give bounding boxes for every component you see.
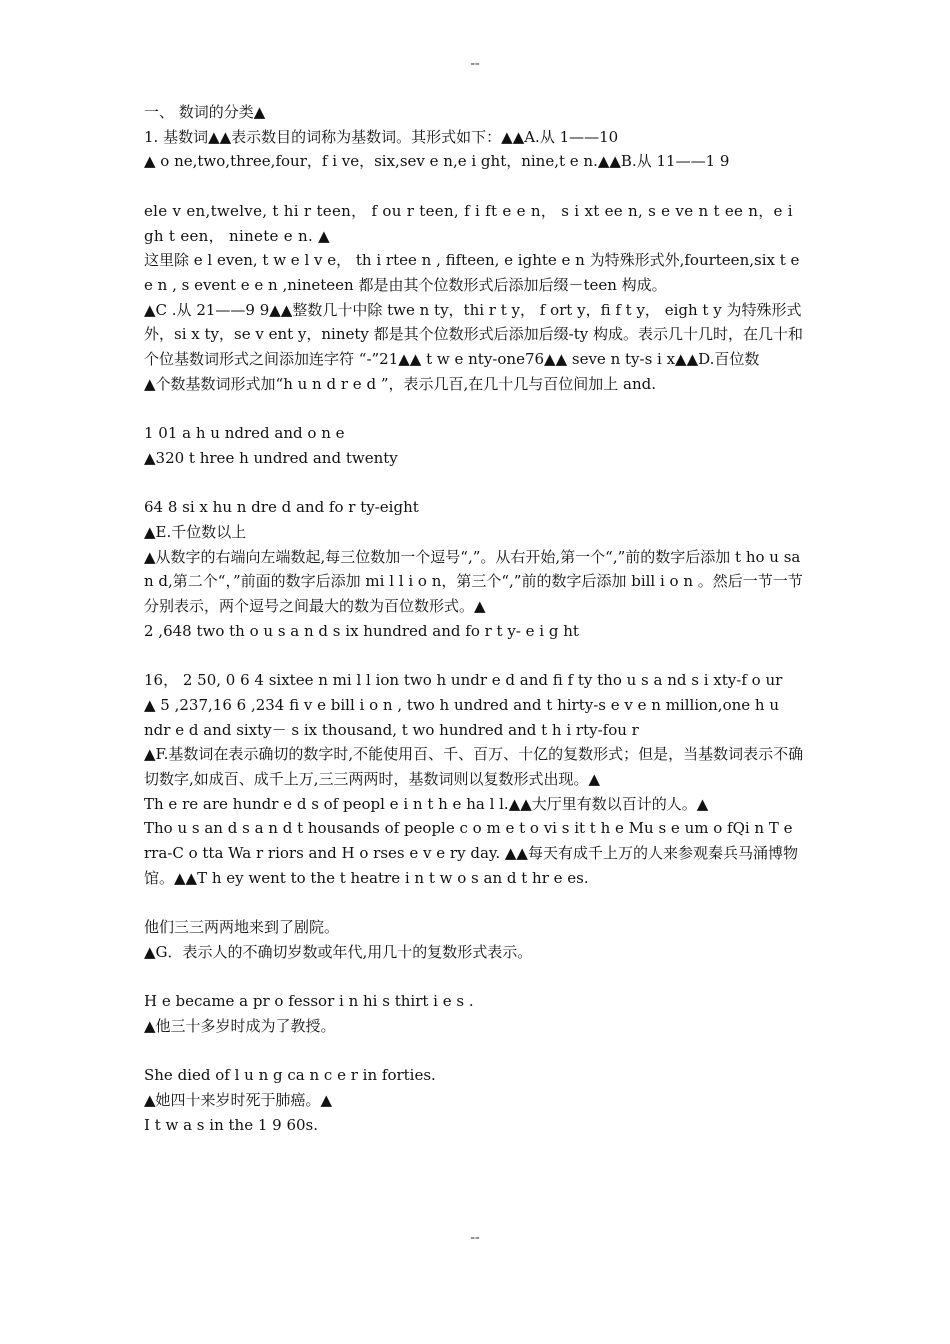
text-line: ▲他三十多岁时成为了教授。 xyxy=(144,1016,336,1035)
blank-line xyxy=(144,890,808,915)
example-line: 64 8 si x hu n dre d and fo r ty-eight xyxy=(144,498,419,517)
text-line: ▲个数基数词形式加“h u n d r e d ”，表示几百,在几十几与百位间加上 and. xyxy=(144,374,656,393)
text-line: ▲C .从 21——9 9▲▲整数几十中除 twe n ty，thi r t y， f ort y，fi f t y， eigh t y 为特殊形式外，si x ty，se v ent y，ninety 都是其个位数形式后添加后缀-ty 构成。表示几十几时，在几十和个位基数词形式之间添加连字符 “-”21▲▲ t w e nty-one76▲▲ seve n ty-s i x▲▲D.百位数 xyxy=(144,300,803,369)
blank-line xyxy=(144,643,808,668)
example-line: ▲320 t hree h undred and twenty xyxy=(144,448,398,467)
blank-line xyxy=(144,396,808,421)
example-line: I t w a s in the 1 9 60s. xyxy=(144,1115,319,1134)
text-line: 这里除 e l even, t w e l v e， th i rtee n , fifteen, e ighte e n 为特殊形式外,fourteen,six t e e n , s event e e n ,nineteen 都是由其个位数形式后添加后缀－teen 构成。 xyxy=(144,251,800,294)
example-line: 16， 2 50, 0 6 4 sixtee n mi l l ion two h undr e d and fi f ty tho u s a nd s i xty-f o ur xyxy=(144,671,783,690)
text-line: 1. 基数词▲▲表示数目的词称为基数词。其形式如下：▲▲A.从 1——10 xyxy=(144,127,619,146)
blank-line xyxy=(144,471,808,496)
example-line: ▲ 5 ,237,16 6 ,234 fi v e bill i o n , two h undred and t hirty-s e v e n million,one h u ndr e d and sixty－ s ix thousand, t wo hundred and t h i rty-fou r xyxy=(144,695,779,739)
section-heading: 一、 数词的分类▲ xyxy=(144,103,266,121)
example-line: 2 ,648 two th o u s a n d s ix hundred and fo r t y- e i g ht xyxy=(144,621,579,640)
text-line: 他们三三两两地来到了剧院。 xyxy=(144,918,340,937)
blank-line xyxy=(144,1039,808,1064)
text-line: ▲F.基数词在表示确切的数字时,不能使用百、千、百万、十亿的复数形式；但是，当基数词表示不确切数字,如成百、成千上万,三三两两时，基数词则以复数形式出现。▲ xyxy=(144,745,804,788)
text-line: ▲ o ne,two,three,four，f i ve，six,sev e n,e i ght，nine,t e n.▲▲B.从 11——1 9 xyxy=(144,152,730,171)
page-footer-marker: -- xyxy=(470,1230,480,1245)
example-line: 1 01 a h u ndred and o n e xyxy=(144,424,345,443)
blank-line xyxy=(144,965,808,990)
subheading: ▲E.千位数以上 xyxy=(144,522,247,541)
example-line: Th e re are hundr e d s of peopl e i n t h e ha l l.▲▲大厅里有数以百计的人。▲ xyxy=(144,794,709,813)
example-line: Tho u s an d s a n d t housands of people c o m e t o vi s it t h e Mu s e um o fQi n T e rra-C o tta Wa r riors and H o rses e v e ry day. ▲▲每天有成千上万的人来参观秦兵马涌博物馆。▲▲T h ey went to the t heatre i n t w o s an d t hr e es. xyxy=(144,819,798,887)
page-header-marker: -- xyxy=(470,56,480,71)
text-line: ▲从数字的右端向左端数起,每三位数加一个逗号“,”。从右开始,第一个“,”前的数字后添加 t ho u sa n d,第二个“，”前面的数字后添加 mi l l i o n，第三个“,”前的数字后添加 bill i o n 。然后一节一节分别表示，两个逗号之间最大的数为百位数形式。▲ xyxy=(144,547,803,616)
text-line: ▲她四十来岁时死于肺癌。▲ xyxy=(144,1091,333,1110)
example-line: H e became a pr o fessor i n hi s thirt i e s . xyxy=(144,992,474,1011)
document-body xyxy=(144,100,808,1137)
blank-line xyxy=(144,174,808,199)
subheading: ▲G．表示人的不确切岁数或年代,用几十的复数形式表示。 xyxy=(144,942,533,961)
example-line: She died of l u n g ca n c e r in forties. xyxy=(144,1066,436,1085)
text-line: ele v en,twelve, t hi r teen， f ou r teen, f i ft e e n， s i xt ee n, s e ve n t ee n，e i gh t een， ninete e n. ▲ xyxy=(144,201,793,245)
